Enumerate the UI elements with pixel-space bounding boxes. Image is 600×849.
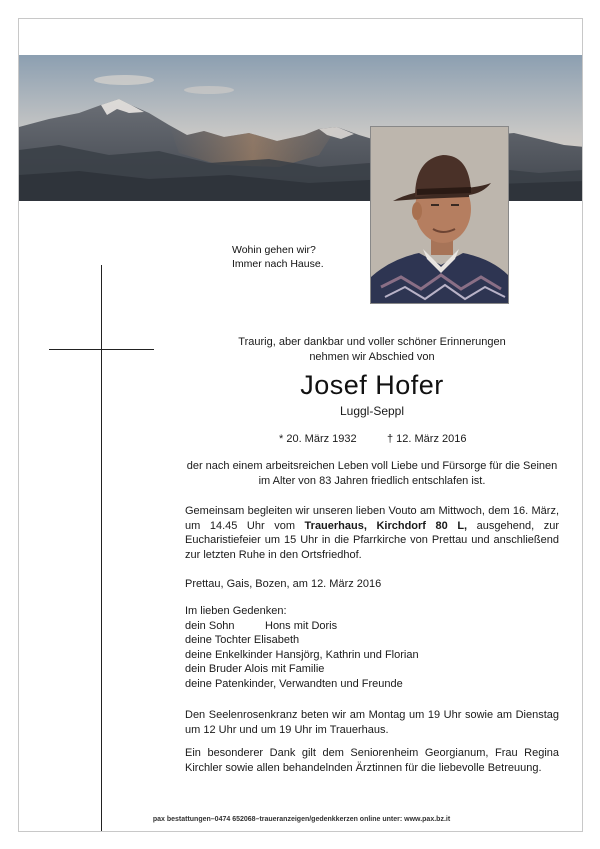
rosary-notice: Den Seelenrosenkranz beten wir am Montag um 19 Uhr sowie am Dienstag um 12 Uhr und um 19 Uhr im Trauerhaus.: [185, 709, 559, 736]
motto-line-1: Wohin gehen wir?: [232, 244, 316, 256]
son-label: dein Sohn: [185, 619, 235, 632]
tribute-text: [185, 459, 559, 488]
motto: [232, 243, 352, 271]
tribute-line-2: im Alter von 83 Jahren friedlich entschlafen ist.: [258, 474, 486, 487]
son-name: Hons mit Doris: [265, 619, 338, 632]
mourner-brother: dein Bruder Alois mit Familie: [185, 663, 325, 676]
deceased-name: Josef Hofer: [300, 370, 444, 400]
intro-text: [185, 335, 559, 364]
intro-line-2: nehmen wir Abschied von: [309, 350, 435, 363]
mourners-list: [185, 604, 559, 692]
thanks-notice: Ein besonderer Dank gilt dem Seniorenheim Georgianum, Frau Regina Kirchler sowie allen behandelnden Ärztinnen für die liebevolle Betreuung.: [185, 747, 559, 774]
mourner-son: [185, 619, 559, 634]
funeral-text-1: Gemeinsam begleiten wir unseren lieben Vouto am Mittwoch, dem 16. März, um 14.45 Uhr vom: [185, 505, 559, 532]
cross-icon-bar: [49, 349, 154, 350]
footer-imprint: pax bestattungen–0474 652068–traueranzeigen/gedenkkerzen online unter: www.pax.bz.it: [152, 816, 451, 823]
funeral-text-2: ausgehend, zur Eucharistiefeier um 15 Uhr in die Pfarrkirche von Prettau und anschließend zur letzten Ruhe in den Ortsfriedhof.: [185, 519, 559, 561]
death-date: † 12. März 2016: [387, 433, 467, 445]
funeral-house: Trauerhaus, Kirchdorf 80 L,: [304, 519, 468, 532]
mourner-others: deine Patenkinder, Verwandten und Freunde: [185, 677, 403, 690]
cross-icon: [101, 265, 102, 832]
funeral-notice: [185, 504, 559, 562]
portrait-photo: [370, 126, 509, 304]
tribute-line-1: der nach einem arbeitsreichen Leben voll Liebe und Fürsorge für die Seinen: [186, 460, 558, 472]
mourners-heading: Im lieben Gedenken:: [185, 605, 287, 617]
man-with-hat-photo: [371, 127, 509, 304]
obituary-card: [18, 18, 583, 832]
motto-line-2: Immer nach Hause.: [232, 258, 324, 270]
intro-line-1: Traurig, aber dankbar und voller schöner Erinnerungen: [238, 336, 506, 348]
mourner-daughter: deine Tochter Elisabeth: [185, 634, 300, 647]
mourner-grandchildren: deine Enkelkinder Hansjörg, Kathrin und Florian: [185, 648, 419, 661]
birth-date: * 20. März 1932: [279, 433, 357, 445]
place-date: Prettau, Gais, Bozen, am 12. März 2016: [185, 578, 382, 590]
deceased-nickname: Luggl-Seppl: [339, 404, 405, 418]
